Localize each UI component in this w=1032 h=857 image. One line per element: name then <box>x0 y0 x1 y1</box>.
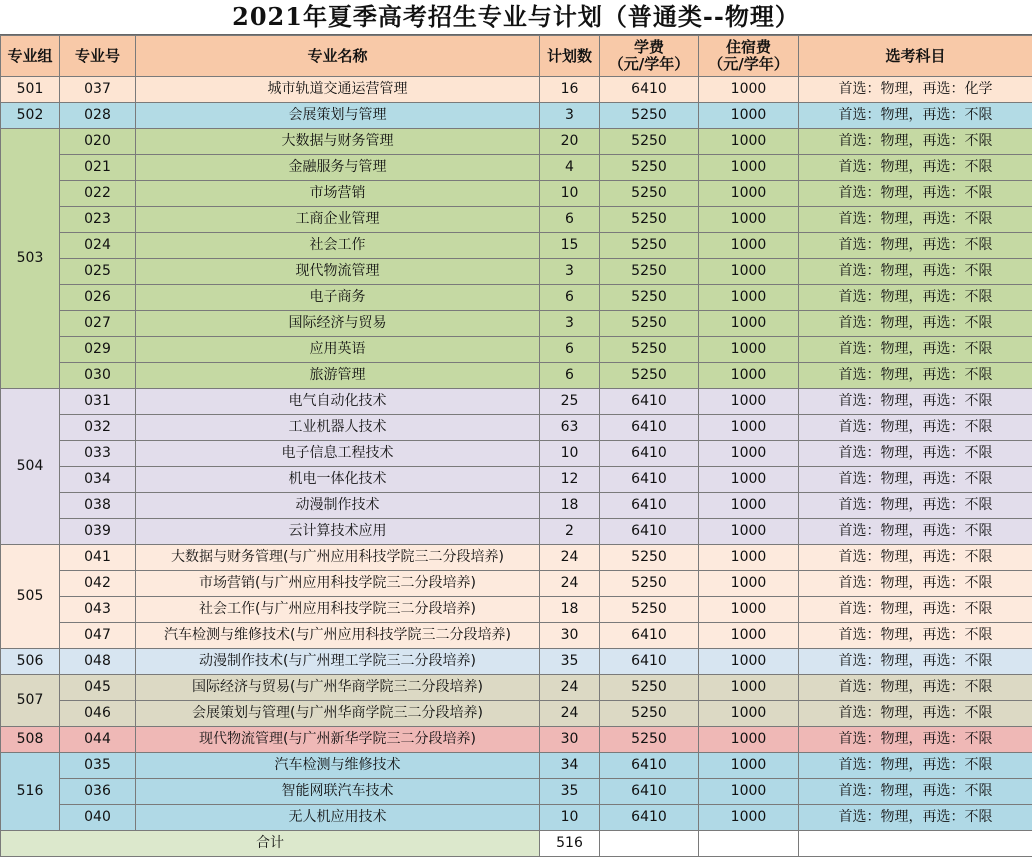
table-row <box>1 415 1032 441</box>
plan-cell: 24 <box>540 571 600 597</box>
group-cell: 504 <box>1 389 60 545</box>
table-row <box>1 545 1032 571</box>
table-row <box>1 389 1032 415</box>
group-cell: 502 <box>1 103 60 129</box>
tuition-cell: 5250 <box>600 727 699 753</box>
group-cell: 507 <box>1 675 60 727</box>
code-cell: 044 <box>60 727 136 753</box>
subjects-cell: 首选：物理，再选：不限 <box>799 389 1032 415</box>
code-cell: 041 <box>60 545 136 571</box>
tuition-cell: 5250 <box>600 675 699 701</box>
total-dorm-empty <box>699 831 799 857</box>
subjects-cell: 首选：物理，再选：不限 <box>799 675 1032 701</box>
plan-cell: 12 <box>540 467 600 493</box>
table-row <box>1 675 1032 701</box>
name-cell: 社会工作(与广州应用科技学院三二分段培养) <box>136 597 540 623</box>
group-cell: 505 <box>1 545 60 649</box>
table-row <box>1 207 1032 233</box>
table-row <box>1 779 1032 805</box>
subjects-cell: 首选：物理，再选：不限 <box>799 597 1032 623</box>
table-row <box>1 311 1032 337</box>
tuition-cell: 5250 <box>600 103 699 129</box>
code-cell: 027 <box>60 311 136 337</box>
plan-cell: 16 <box>540 77 600 103</box>
plan-cell: 35 <box>540 649 600 675</box>
tuition-cell: 5250 <box>600 701 699 727</box>
dorm-cell: 1000 <box>699 779 799 805</box>
table-row <box>1 103 1032 129</box>
subjects-cell: 首选：物理，再选：不限 <box>799 467 1032 493</box>
dorm-cell: 1000 <box>699 77 799 103</box>
name-cell: 现代物流管理 <box>136 259 540 285</box>
code-cell: 026 <box>60 285 136 311</box>
enrollment-plan-table <box>0 35 1032 857</box>
subjects-cell: 首选：物理，再选：不限 <box>799 727 1032 753</box>
table-row <box>1 259 1032 285</box>
tuition-cell: 5250 <box>600 571 699 597</box>
total-label: 合计 <box>1 831 540 857</box>
header-tuition-l1: 学费 <box>633 38 664 56</box>
code-cell: 047 <box>60 623 136 649</box>
code-cell: 046 <box>60 701 136 727</box>
code-cell: 023 <box>60 207 136 233</box>
subjects-cell: 首选：物理，再选：不限 <box>799 519 1032 545</box>
name-cell: 旅游管理 <box>136 363 540 389</box>
dorm-cell: 1000 <box>699 753 799 779</box>
tuition-cell: 6410 <box>600 493 699 519</box>
subjects-cell: 首选：物理，再选：不限 <box>799 103 1032 129</box>
code-cell: 033 <box>60 441 136 467</box>
subjects-cell: 首选：物理，再选：不限 <box>799 493 1032 519</box>
code-cell: 048 <box>60 649 136 675</box>
dorm-cell: 1000 <box>699 571 799 597</box>
name-cell: 市场营销(与广州应用科技学院三二分段培养) <box>136 571 540 597</box>
plan-cell: 20 <box>540 129 600 155</box>
group-cell: 516 <box>1 753 60 831</box>
subjects-cell: 首选：物理，再选：不限 <box>799 207 1032 233</box>
plan-cell: 6 <box>540 285 600 311</box>
code-cell: 034 <box>60 467 136 493</box>
plan-cell: 18 <box>540 493 600 519</box>
code-cell: 036 <box>60 779 136 805</box>
tuition-cell: 5250 <box>600 363 699 389</box>
table-row <box>1 441 1032 467</box>
header-dorm-l1: 住宿费 <box>725 38 771 56</box>
code-cell: 028 <box>60 103 136 129</box>
tuition-cell: 5250 <box>600 155 699 181</box>
code-cell: 032 <box>60 415 136 441</box>
total-row <box>1 831 1032 857</box>
name-cell: 大数据与财务管理 <box>136 129 540 155</box>
plan-cell: 3 <box>540 103 600 129</box>
plan-cell: 10 <box>540 805 600 831</box>
tuition-cell: 6410 <box>600 623 699 649</box>
dorm-cell: 1000 <box>699 545 799 571</box>
subjects-cell: 首选：物理，再选：不限 <box>799 441 1032 467</box>
tuition-cell: 5250 <box>600 337 699 363</box>
subjects-cell: 首选：物理，再选：不限 <box>799 155 1032 181</box>
tuition-cell: 6410 <box>600 441 699 467</box>
code-cell: 035 <box>60 753 136 779</box>
subjects-cell: 首选：物理，再选：不限 <box>799 337 1032 363</box>
tuition-cell: 5250 <box>600 181 699 207</box>
tuition-cell: 6410 <box>600 805 699 831</box>
dorm-cell: 1000 <box>699 675 799 701</box>
group-cell: 503 <box>1 129 60 389</box>
name-cell: 城市轨道交通运营管理 <box>136 77 540 103</box>
plan-cell: 18 <box>540 597 600 623</box>
name-cell: 应用英语 <box>136 337 540 363</box>
table-row <box>1 285 1032 311</box>
name-cell: 工业机器人技术 <box>136 415 540 441</box>
header-row <box>1 36 1032 77</box>
code-cell: 045 <box>60 675 136 701</box>
header-code: 专业号 <box>60 36 136 77</box>
name-cell: 社会工作 <box>136 233 540 259</box>
subjects-cell: 首选：物理，再选：不限 <box>799 571 1032 597</box>
subjects-cell: 首选：物理，再选：不限 <box>799 363 1032 389</box>
header-plan: 计划数 <box>540 36 600 77</box>
dorm-cell: 1000 <box>699 103 799 129</box>
name-cell: 金融服务与管理 <box>136 155 540 181</box>
plan-cell: 6 <box>540 337 600 363</box>
plan-cell: 63 <box>540 415 600 441</box>
plan-cell: 35 <box>540 779 600 805</box>
dorm-cell: 1000 <box>699 467 799 493</box>
name-cell: 工商企业管理 <box>136 207 540 233</box>
header-tuition <box>600 36 699 77</box>
subjects-cell: 首选：物理，再选：不限 <box>799 805 1032 831</box>
name-cell: 会展策划与管理(与广州华商学院三二分段培养) <box>136 701 540 727</box>
page-title: 2021年夏季高考招生专业与计划（普通类--物理） <box>0 0 1032 35</box>
table-row <box>1 155 1032 181</box>
subjects-cell: 首选：物理，再选：不限 <box>799 649 1032 675</box>
table-row <box>1 805 1032 831</box>
dorm-cell: 1000 <box>699 207 799 233</box>
dorm-cell: 1000 <box>699 259 799 285</box>
tuition-cell: 6410 <box>600 753 699 779</box>
subjects-cell: 首选：物理，再选：不限 <box>799 753 1032 779</box>
name-cell: 汽车检测与维修技术(与广州应用科技学院三二分段培养) <box>136 623 540 649</box>
tuition-cell: 5250 <box>600 285 699 311</box>
header-subjects: 选考科目 <box>799 36 1032 77</box>
table-row <box>1 623 1032 649</box>
code-cell: 042 <box>60 571 136 597</box>
subjects-cell: 首选：物理，再选：不限 <box>799 285 1032 311</box>
subjects-cell: 首选：物理，再选：不限 <box>799 233 1032 259</box>
code-cell: 038 <box>60 493 136 519</box>
table-row <box>1 571 1032 597</box>
name-cell: 国际经济与贸易(与广州华商学院三二分段培养) <box>136 675 540 701</box>
group-cell: 506 <box>1 649 60 675</box>
name-cell: 汽车检测与维修技术 <box>136 753 540 779</box>
tuition-cell: 6410 <box>600 467 699 493</box>
table-row <box>1 519 1032 545</box>
code-cell: 022 <box>60 181 136 207</box>
tuition-cell: 6410 <box>600 649 699 675</box>
dorm-cell: 1000 <box>699 129 799 155</box>
table-row <box>1 467 1032 493</box>
subjects-cell: 首选：物理，再选：不限 <box>799 311 1032 337</box>
tuition-cell: 5250 <box>600 597 699 623</box>
table-row <box>1 77 1032 103</box>
table-row <box>1 363 1032 389</box>
tuition-cell: 6410 <box>600 415 699 441</box>
code-cell: 020 <box>60 129 136 155</box>
dorm-cell: 1000 <box>699 441 799 467</box>
dorm-cell: 1000 <box>699 337 799 363</box>
plan-cell: 24 <box>540 545 600 571</box>
plan-cell: 25 <box>540 389 600 415</box>
plan-cell: 4 <box>540 155 600 181</box>
subjects-cell: 首选：物理，再选：不限 <box>799 259 1032 285</box>
tuition-cell: 5250 <box>600 207 699 233</box>
header-group: 专业组 <box>1 36 60 77</box>
dorm-cell: 1000 <box>699 233 799 259</box>
group-cell: 501 <box>1 77 60 103</box>
plan-cell: 24 <box>540 675 600 701</box>
name-cell: 国际经济与贸易 <box>136 311 540 337</box>
plan-cell: 3 <box>540 259 600 285</box>
subjects-cell: 首选：物理，再选：不限 <box>799 701 1032 727</box>
code-cell: 025 <box>60 259 136 285</box>
header-name: 专业名称 <box>136 36 540 77</box>
table-row <box>1 493 1032 519</box>
table-row <box>1 129 1032 155</box>
code-cell: 040 <box>60 805 136 831</box>
tuition-cell: 6410 <box>600 77 699 103</box>
subjects-cell: 首选：物理，再选：不限 <box>799 415 1032 441</box>
table-row <box>1 597 1032 623</box>
tuition-cell: 6410 <box>600 519 699 545</box>
subjects-cell: 首选：物理，再选：不限 <box>799 545 1032 571</box>
tuition-cell: 5250 <box>600 129 699 155</box>
subjects-cell: 首选：物理，再选：不限 <box>799 181 1032 207</box>
total-subjects-empty <box>799 831 1032 857</box>
plan-cell: 2 <box>540 519 600 545</box>
table-row <box>1 727 1032 753</box>
dorm-cell: 1000 <box>699 805 799 831</box>
name-cell: 动漫制作技术(与广州理工学院三二分段培养) <box>136 649 540 675</box>
dorm-cell: 1000 <box>699 649 799 675</box>
group-cell: 508 <box>1 727 60 753</box>
tuition-cell: 5250 <box>600 233 699 259</box>
dorm-cell: 1000 <box>699 285 799 311</box>
subjects-cell: 首选：物理，再选：不限 <box>799 129 1032 155</box>
tuition-cell: 5250 <box>600 259 699 285</box>
plan-cell: 34 <box>540 753 600 779</box>
table-row <box>1 181 1032 207</box>
dorm-cell: 1000 <box>699 155 799 181</box>
code-cell: 031 <box>60 389 136 415</box>
name-cell: 电子商务 <box>136 285 540 311</box>
dorm-cell: 1000 <box>699 389 799 415</box>
dorm-cell: 1000 <box>699 597 799 623</box>
table-row <box>1 337 1032 363</box>
name-cell: 电气自动化技术 <box>136 389 540 415</box>
subjects-cell: 首选：物理，再选：不限 <box>799 623 1032 649</box>
name-cell: 云计算技术应用 <box>136 519 540 545</box>
table-row <box>1 649 1032 675</box>
table-row <box>1 233 1032 259</box>
plan-cell: 10 <box>540 181 600 207</box>
dorm-cell: 1000 <box>699 311 799 337</box>
code-cell: 029 <box>60 337 136 363</box>
name-cell: 现代物流管理(与广州新华学院三二分段培养) <box>136 727 540 753</box>
subjects-cell: 首选：物理，再选：化学 <box>799 77 1032 103</box>
code-cell: 043 <box>60 597 136 623</box>
header-dorm <box>699 36 799 77</box>
tuition-cell: 5250 <box>600 311 699 337</box>
plan-cell: 6 <box>540 207 600 233</box>
name-cell: 会展策划与管理 <box>136 103 540 129</box>
name-cell: 无人机应用技术 <box>136 805 540 831</box>
table-row <box>1 753 1032 779</box>
plan-cell: 30 <box>540 623 600 649</box>
tuition-cell: 6410 <box>600 389 699 415</box>
tuition-cell: 6410 <box>600 779 699 805</box>
total-tuition-empty <box>600 831 699 857</box>
plan-cell: 3 <box>540 311 600 337</box>
table-row <box>1 701 1032 727</box>
dorm-cell: 1000 <box>699 363 799 389</box>
dorm-cell: 1000 <box>699 727 799 753</box>
tuition-cell: 5250 <box>600 545 699 571</box>
code-cell: 037 <box>60 77 136 103</box>
plan-cell: 10 <box>540 441 600 467</box>
plan-cell: 30 <box>540 727 600 753</box>
dorm-cell: 1000 <box>699 415 799 441</box>
name-cell: 市场营销 <box>136 181 540 207</box>
header-tuition-l2: （元/学年） <box>608 55 690 73</box>
code-cell: 024 <box>60 233 136 259</box>
name-cell: 智能网联汽车技术 <box>136 779 540 805</box>
plan-cell: 15 <box>540 233 600 259</box>
dorm-cell: 1000 <box>699 701 799 727</box>
name-cell: 动漫制作技术 <box>136 493 540 519</box>
code-cell: 039 <box>60 519 136 545</box>
code-cell: 030 <box>60 363 136 389</box>
name-cell: 机电一体化技术 <box>136 467 540 493</box>
dorm-cell: 1000 <box>699 623 799 649</box>
total-plan: 516 <box>540 831 600 857</box>
code-cell: 021 <box>60 155 136 181</box>
plan-cell: 24 <box>540 701 600 727</box>
dorm-cell: 1000 <box>699 493 799 519</box>
dorm-cell: 1000 <box>699 181 799 207</box>
plan-cell: 6 <box>540 363 600 389</box>
name-cell: 大数据与财务管理(与广州应用科技学院三二分段培养) <box>136 545 540 571</box>
header-dorm-l2: （元/学年） <box>708 55 789 73</box>
name-cell: 电子信息工程技术 <box>136 441 540 467</box>
subjects-cell: 首选：物理，再选：不限 <box>799 779 1032 805</box>
dorm-cell: 1000 <box>699 519 799 545</box>
